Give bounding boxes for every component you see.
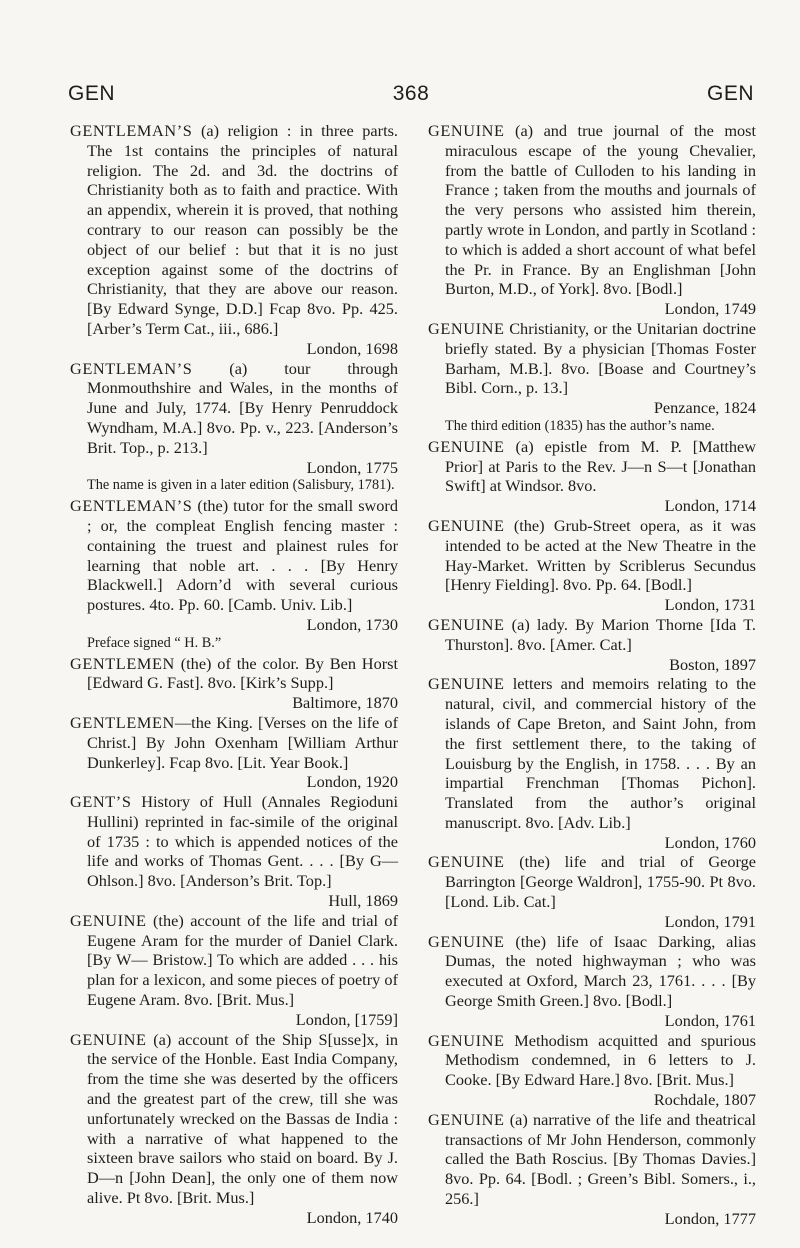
entry-imprint: London, 1749	[664, 299, 756, 319]
entry-headword: GENUINE	[428, 1030, 505, 1050]
entry-headword: GENUINE	[428, 436, 505, 456]
entry-text: (a) lady. By Marion Thorne [Ida T. Thurston]. 8vo. [Amer. Cat.]	[445, 614, 756, 654]
entry-text: (the) life of Isaac Darking, alias Dumas, the noted highwayman ; who was executed at Oxford, March 23, 1761. . . . [By George Smith Green.] 8vo. [Bodl.]	[445, 931, 756, 1011]
entry	[428, 615, 756, 674]
entry-text: (a) narrative of the life and theatrical transactions of Mr John Henderson, commonly called the Bath Roscius. [By Thomas Davies.] 8vo. Pp. 64. [Bodl. ; Green’s Bibl. Somers., i., 256.]	[445, 1109, 756, 1209]
entry-imprint: London, [1759]	[295, 1009, 398, 1029]
entry	[428, 1110, 756, 1229]
entry-imprint: Baltimore, 1870	[292, 693, 398, 713]
entry-headword: GENUINE	[428, 614, 505, 634]
entry-imprint: London, 1760	[664, 832, 756, 852]
entry	[428, 852, 756, 931]
entry-imprint: London, 1740	[306, 1207, 398, 1227]
entry-headword: GENUINE	[428, 1109, 505, 1129]
entry-headword: GENUINE	[428, 931, 505, 951]
entry	[428, 121, 756, 319]
entry-text: (a) tour through Monmouthshire and Wales, in the months of June and July, 1774. [By Henry Penruddock Wyndham, M.A.] 8vo. Pp. v., 223. [Anderson’s Brit. Top., p. 213.]	[87, 358, 398, 457]
entry	[70, 359, 398, 495]
entry-headword: GENUINE	[428, 674, 505, 694]
entry	[70, 654, 398, 713]
entry-text: Christianity, or the Unitarian doctrine briefly stated. By a physician [Thomas Foster Barham, M.B.]. 8vo. [Boase and Courtney’s Bibl. Corn., p. 13.]	[445, 318, 756, 398]
entry	[428, 437, 756, 516]
entry-imprint: London, 1698	[306, 338, 398, 358]
entry-headword: GENTLEMEN	[70, 712, 175, 732]
entry-text: —the King. [Verses on the life of Christ.] By John Oxenham [William Arthur Dunkerley]. Fcap 8vo. [Lit. Year Book.]	[87, 712, 398, 772]
right-column	[428, 121, 756, 1229]
header-left-word: GEN	[68, 82, 116, 105]
entry	[70, 1030, 398, 1228]
entry	[70, 911, 398, 1030]
entry-headword: GENUINE	[70, 910, 147, 930]
entry-imprint: Penzance, 1824	[653, 398, 756, 418]
running-header	[68, 82, 754, 108]
entry-headword: GENTLEMAN’S	[70, 121, 193, 140]
entry-imprint: Hull, 1869	[328, 891, 398, 911]
entry-note: Preface signed “ H. B.”	[87, 634, 222, 651]
entry-headword: GENT’S	[70, 792, 132, 812]
entry-headword: GENUINE	[428, 515, 505, 535]
entry-imprint: London, 1777	[664, 1208, 756, 1228]
page-number: 368	[392, 82, 430, 105]
entry-headword: GENUINE	[428, 121, 505, 140]
entry-headword: GENUINE	[70, 1029, 147, 1049]
entry-imprint: Rochdale, 1807	[653, 1090, 756, 1110]
entry-text: (the) tutor for the small sword ; or, the compleat English fencing master : containing the truest and plainest rules for learning that noble art. . . . [By Henry Blackwell.] Adorn’d with several curious postures. 4to. Pp. 60. [Camb. Univ. Lib.]	[87, 496, 398, 615]
entry-text: (a) epistle from M. P. [Matthew Prior] at Paris to the Rev. J—n S—t [Jonathan Swift] at Windsor. 8vo.	[445, 436, 756, 496]
entry-headword: GENUINE	[428, 318, 505, 338]
entry-text: History of Hull (Annales Regioduni Hullini) reprinted in fac-simile of the original of 1735 : to which is appended notices of the life and works of Thomas Gent. . . . [By G— Ohlson.] 8vo. [Anderson’s Brit. Top.]	[87, 792, 398, 891]
entry-imprint: Boston, 1897	[669, 654, 756, 674]
entry	[70, 792, 398, 911]
entry-headword: GENTLEMEN	[70, 653, 175, 673]
entry-imprint: London, 1920	[306, 772, 398, 792]
left-column	[70, 121, 398, 1228]
entry-imprint: London, 1731	[664, 595, 756, 615]
entry	[70, 496, 398, 651]
entry-text: (the) life and trial of George Barrington [George Waldron], 1755-90. Pt 8vo. [Lond. Lib. Cat.]	[445, 852, 756, 912]
entry-imprint: London, 1761	[664, 1010, 756, 1030]
entry-imprint: London, 1791	[664, 911, 756, 931]
entry-text: (the) account of the life and trial of Eugene Aram for the murder of Daniel Clark. [By W— Bristow.] To which are added . . . his plan for a lexicon, and some pieces of poetry of Eugene Aram. 8vo. [Brit. Mus.]	[87, 910, 398, 1010]
entry-text: (a) religion : in three parts. The 1st contains the principles of natural religion. The 2d. and 3d. the doctrins of Christianity both as to faith and practice. With an appendix, wherein it is proved, that nothing contrary to our reason can possibly be the object of our belief : but that it is no just exception against some of the doctrins of Christianity, that they are above our reason. [By Edward Synge, D.D.] Fcap 8vo. Pp. 425. [Arber’s Term Cat., iii., 686.]	[87, 121, 398, 338]
entry-text: (the) Grub-Street opera, as it was intended to be acted at the New Theatre in the Hay-Market. Written by Scriblerus Secundus [Henry Fielding]. 8vo. Pp. 64. [Bodl.]	[445, 515, 756, 595]
entry-imprint: London, 1714	[664, 496, 756, 516]
entry-headword: GENTLEMAN’S	[70, 496, 193, 516]
entry-text: Methodism acquitted and spurious Methodism condemned, in 6 letters to J. Cooke. [By Edward Hare.] 8vo. [Brit. Mus.]	[445, 1030, 756, 1090]
entry-text: (a) account of the Ship S[usse]x, in the service of the Honble. East India Company, from the time she was deserted by the officers and the greatest part of the crew, till she was unfortunately wrecked on the Bassas de India : with a narrative of what happened to the sixteen brave sailors who staid on board. By J. D—n [John Dean], the only one of them now alive. Pt 8vo. [Brit. Mus.]	[87, 1029, 398, 1208]
entry-imprint: London, 1775	[306, 457, 398, 477]
entry	[70, 713, 398, 792]
entry	[428, 516, 756, 615]
entry	[428, 319, 756, 435]
entry-imprint: London, 1730	[306, 614, 398, 634]
entry-note: The name is given in a later edition (Salisbury, 1781).	[87, 477, 395, 494]
entry-text: (a) and true journal of the most miraculous escape of the young Chevalier, from the battle of Culloden to his landing in France ; taken from the mouths and journals of the very persons who assisted him therein, partly wrote in London, and partly in Scotland : to which is added a short account of what befel the Pr. in France. By an Englishman [John Burton, M.D., of York]. 8vo. [Bodl.]	[445, 121, 756, 299]
entry-headword: GENUINE	[428, 852, 505, 872]
entry	[428, 674, 756, 852]
entry-headword: GENTLEMAN’S	[70, 358, 193, 378]
entry	[428, 932, 756, 1031]
header-right-word: GEN	[706, 82, 754, 105]
entry-text: letters and memoirs relating to the natural, civil, and commercial history of the islands of Cape Breton, and Saint John, from the first settlement there, to the taking of Louisburg by the English, in 1758. . . . By an impartial Frenchman [Thomas Pichon]. Translated from the author’s original manuscript. 8vo. [Adv. Lib.]	[445, 674, 756, 832]
entry	[70, 121, 398, 359]
entry	[428, 1031, 756, 1110]
entry-text: (the) of the color. By Ben Horst [Edward G. Fast]. 8vo. [Kirk’s Supp.]	[87, 653, 398, 693]
entry-note: The third edition (1835) has the author’s name.	[445, 417, 715, 434]
